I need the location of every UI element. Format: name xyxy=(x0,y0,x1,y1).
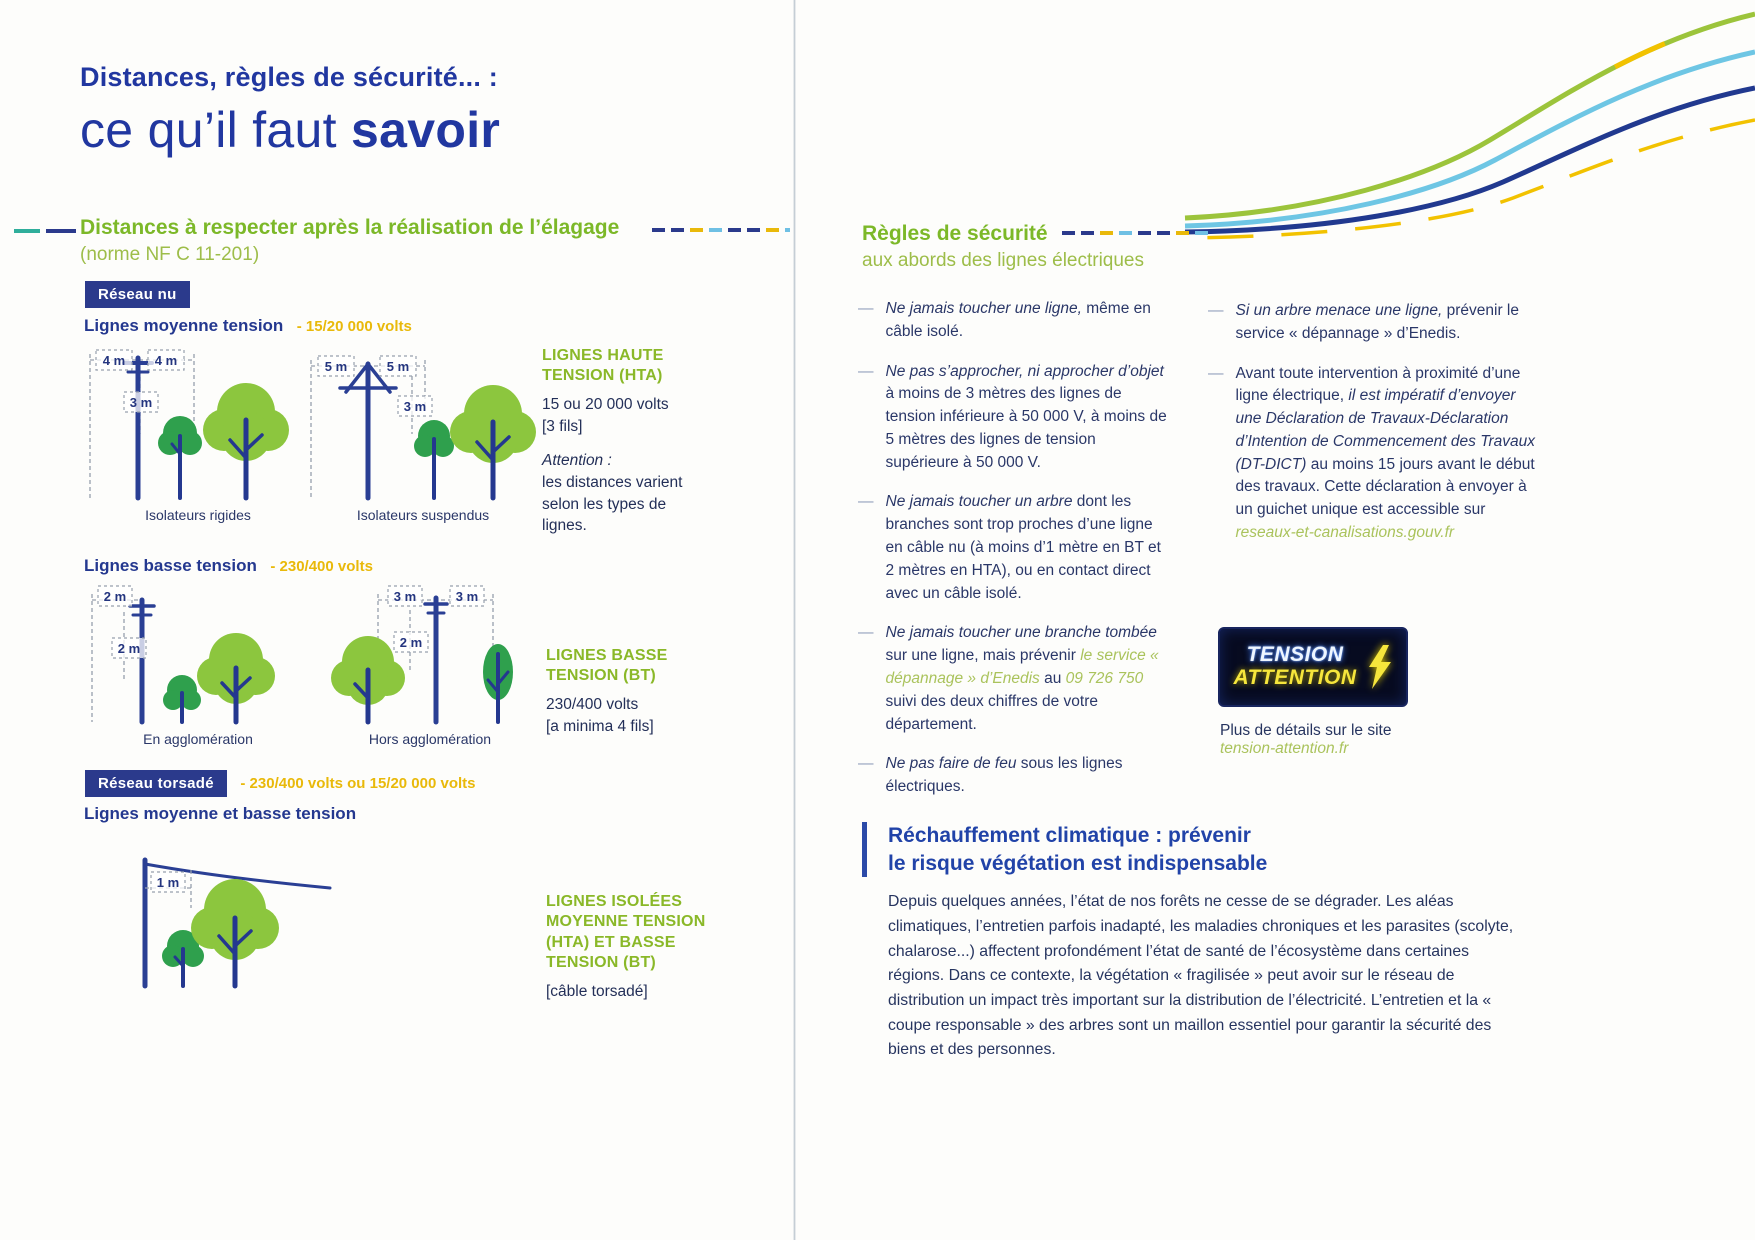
bullet-dash: — xyxy=(858,362,874,380)
measure-label xyxy=(398,396,432,416)
svg-text:3 m: 3 m xyxy=(403,399,427,414)
rule-text-segment: sous les lignes électriques. xyxy=(885,755,1123,796)
measure-label xyxy=(98,586,132,606)
title-bold: savoir xyxy=(351,102,501,158)
rule-item xyxy=(858,298,1170,344)
torsade-volts: - 230/400 volts ou 15/20 000 volts xyxy=(240,775,476,792)
big-tree xyxy=(450,385,536,498)
aside-lignes-isolees xyxy=(546,892,721,1003)
aside-haute-tension xyxy=(542,346,712,537)
torsade-badge: Réseau torsadé xyxy=(85,770,227,797)
page-title-line1: Distances, règles de sécurité... : xyxy=(80,62,498,92)
caption-isolateurs-suspendus: Isolateurs suspendus xyxy=(356,507,490,523)
climate-title-block xyxy=(862,822,1542,877)
big-tree xyxy=(197,633,275,722)
climate-title-line2: le risque végétation est indispensable xyxy=(888,851,1268,875)
bullet-dash: — xyxy=(858,300,874,317)
aside-title: LIGNES HAUTE TENSION (HTA) xyxy=(542,347,664,385)
measure-label xyxy=(148,350,184,370)
rule-text-segment: au moins 15 jours avant le début des travaux. Cette déclaration à envoyer à un guichet unique est accessible sur xyxy=(1235,455,1535,519)
big-tree xyxy=(191,879,279,986)
aside-attention xyxy=(542,450,712,537)
svg-text:5 m: 5 m xyxy=(324,359,348,374)
pole xyxy=(425,598,447,722)
basse-tension-row xyxy=(84,556,373,576)
rule-text-segment: Ne pas s’approcher, ni approcher d’objet xyxy=(885,362,1164,380)
rule-text-segment: suivi des deux chiffres de votre département. xyxy=(885,692,1099,733)
lightning-bolt-icon xyxy=(1367,645,1393,689)
pole-suspended xyxy=(340,364,396,498)
details-text: Plus de détails sur le site xyxy=(1220,722,1392,739)
aside-fils: [a minima 4 fils] xyxy=(546,717,654,735)
measure-label xyxy=(151,872,185,892)
pole xyxy=(130,600,154,722)
diagram-torsade xyxy=(95,828,335,1013)
tension-attention-link[interactable]: tension-attention.fr xyxy=(1220,740,1349,757)
aside-line xyxy=(546,694,726,737)
tension-word: TENSION xyxy=(1246,643,1344,667)
details-block xyxy=(1220,722,1391,758)
rule-text xyxy=(886,491,1171,605)
rule-text-segment: Avant toute intervention à proximité d’une ligne électrique, xyxy=(1235,364,1521,405)
rule-text xyxy=(886,622,1171,736)
rule-text-segment: il est impératif d’envoyer une Déclaration de Travaux-Déclaration d’Intention de Commencement des Travaux (DT-DICT) xyxy=(1235,387,1536,473)
aside-cable: [câble torsadé] xyxy=(546,982,648,1000)
svg-text:4 m: 4 m xyxy=(102,353,126,368)
rule-text-segment: Ne jamais toucher une branche tombée xyxy=(885,624,1157,642)
aside-line xyxy=(546,981,721,1003)
svg-text:3 m: 3 m xyxy=(455,589,479,604)
title-normal: ce qu’il faut xyxy=(80,102,352,158)
measure-label xyxy=(388,586,422,606)
edge-dash-decoration xyxy=(14,229,76,233)
rule-text-segment: Si un arbre menace une ligne, xyxy=(1235,302,1443,319)
left-section-subtitle: (norme NF C 11-201) xyxy=(80,244,260,265)
aside-basse-tension xyxy=(546,646,726,737)
caption-isolateurs-rigides: Isolateurs rigides xyxy=(145,507,251,523)
aside-line xyxy=(542,394,712,437)
moyenne-volts: - 15/20 000 volts xyxy=(296,318,412,335)
measure-label xyxy=(394,632,428,652)
svg-text:2 m: 2 m xyxy=(399,635,423,650)
torsade-label: Lignes moyenne et basse tension xyxy=(84,804,357,823)
bullet-dash: — xyxy=(1208,302,1224,319)
reseau-torsade-row xyxy=(85,770,476,797)
rule-item xyxy=(858,361,1170,475)
rule-text-segment: Ne pas faire de feu xyxy=(885,755,1017,773)
pole-rigid xyxy=(124,358,152,498)
aside-title: LIGNES BASSE TENSION (BT) xyxy=(546,647,668,685)
guichet-unique-link[interactable]: reseaux-et-canalisations.gouv.fr xyxy=(1235,524,1455,542)
attention-text: les distances varient selon les types de lignes. xyxy=(542,474,683,535)
rule-text-segment: à moins de 3 mètres des lignes de tension inférieure à 50 000 V, à moins de 5 mètres des lignes de tension supérieure à 50 000 V. xyxy=(885,385,1167,471)
page-title-line2 xyxy=(80,101,500,159)
rule-item xyxy=(1208,363,1538,545)
rule-item xyxy=(1208,300,1538,346)
moyenne-label: Lignes moyenne tension xyxy=(84,316,284,335)
badge-label: Réseau nu xyxy=(85,281,190,308)
bullet-dash: — xyxy=(858,624,874,642)
aside-fils: [3 fils] xyxy=(542,417,583,435)
heading-dashline-left xyxy=(652,228,790,232)
rule-text-segment: au xyxy=(1039,669,1066,687)
rule-text xyxy=(886,753,1171,799)
rule-item xyxy=(858,491,1170,605)
bullet-dash: — xyxy=(858,493,874,511)
climate-section xyxy=(862,822,1542,1063)
tension-attention-text xyxy=(1233,644,1356,689)
basse-volts: - 230/400 volts xyxy=(270,558,373,575)
left-section-title: Distances à respecter après la réalisation de l’élagage xyxy=(80,216,620,239)
measure-label xyxy=(96,350,132,370)
torsade-label-row xyxy=(84,804,356,824)
rule-text-segment: dont les branches sont trop proches d’une ligne en câble nu (à moins d’1 mètre en BT et 2 mètres en HTA), ou en contact direct avec un câble isolé. xyxy=(885,493,1161,602)
rule-text xyxy=(886,361,1171,475)
reseau-nu-badge xyxy=(85,281,190,308)
svg-text:3 m: 3 m xyxy=(129,395,153,410)
rule-text-segment: sur une ligne, mais prévenir xyxy=(885,647,1081,665)
depannage-service-link[interactable]: le service « dépannage » d’Enedis xyxy=(885,647,1159,687)
measure-label xyxy=(380,356,416,376)
page-fold-line xyxy=(793,0,796,1240)
measure-label xyxy=(124,392,158,412)
measure-label xyxy=(450,586,484,606)
right-section-title: Règles de sécurité xyxy=(862,222,1048,245)
right-section-heading xyxy=(862,222,1282,272)
slim-tree xyxy=(483,644,513,722)
svg-text:2 m: 2 m xyxy=(103,589,127,604)
svg-text:5 m: 5 m xyxy=(386,359,410,374)
bullet-dash: — xyxy=(858,755,874,773)
rule-text-segment: Ne jamais toucher un arbre xyxy=(885,493,1073,511)
attention-word: ATTENTION xyxy=(1233,666,1357,689)
page-title xyxy=(80,62,500,159)
svg-text:1 m: 1 m xyxy=(156,875,180,890)
rule-text-segment: prévenir le service « dépannage » d’Enedis. xyxy=(1235,302,1519,342)
aside-title: LIGNES ISOLÉES MOYENNE TENSION (HTA) ET BASSE TENSION (BT) xyxy=(546,893,706,972)
rule-item xyxy=(858,753,1170,799)
left-section-heading xyxy=(80,216,650,266)
depannage-phone[interactable]: 09 726 750 xyxy=(1065,669,1144,687)
small-tree xyxy=(414,420,454,498)
rule-item xyxy=(858,622,1170,736)
small-tree xyxy=(163,675,201,722)
decorative-curves xyxy=(1035,0,1755,260)
right-section-subtitle: aux abords des lignes électriques xyxy=(862,250,1145,271)
rule-text-segment: même en câble isolé. xyxy=(885,300,1151,340)
svg-text:3 m: 3 m xyxy=(393,589,417,604)
diagram-basse-tension xyxy=(78,580,518,752)
climate-title-line1: Réchauffement climatique : prévenir xyxy=(888,824,1251,847)
rule-text-segment: Ne jamais toucher une ligne, xyxy=(885,300,1082,317)
heading-dashline-right xyxy=(1062,231,1208,235)
moyenne-tension-row xyxy=(84,316,412,336)
caption-hors-agglomeration: Hors agglomération xyxy=(368,731,492,747)
measure-label xyxy=(318,356,354,376)
svg-text:2 m: 2 m xyxy=(117,641,141,656)
measure-label xyxy=(112,638,146,658)
tension-attention-logo xyxy=(1218,627,1408,707)
bullet-dash: — xyxy=(1208,364,1224,382)
climate-body-text: Depuis quelques années, l’état de nos forêts ne cesse de se dégrader. Les aléas climatiques, l’entretien parfois inadapté, les maladies chroniques et les parasites (scolyte, chalarose...) affectent profondément l’état de santé de l’écosystème dans certaines régions. Dans ce contexte, la végétation « fragilisée » peut avoir sur le réseau de distribution un impact très important sur la distribution de l’électricité. L’entretien et la « coupe responsable » des arbres sont un maillon essentiel pour garantir la sécurité des biens et des personnes. xyxy=(888,893,1514,1059)
rule-text xyxy=(1236,300,1539,346)
caption-en-agglomeration: En agglomération xyxy=(143,731,253,747)
rules-column-2 xyxy=(1208,300,1538,562)
attention-label: Attention : xyxy=(542,452,612,470)
diagram-moyenne-tension xyxy=(78,338,538,533)
rules-column-1 xyxy=(858,298,1170,816)
big-tree xyxy=(203,383,289,498)
rule-text xyxy=(1236,363,1539,545)
aside-volts: 15 ou 20 000 volts xyxy=(542,395,669,413)
small-tree xyxy=(158,416,202,498)
aside-volts: 230/400 volts xyxy=(546,695,639,713)
svg-text:4 m: 4 m xyxy=(154,353,178,368)
rule-text xyxy=(886,298,1171,344)
basse-label: Lignes basse tension xyxy=(84,556,257,575)
